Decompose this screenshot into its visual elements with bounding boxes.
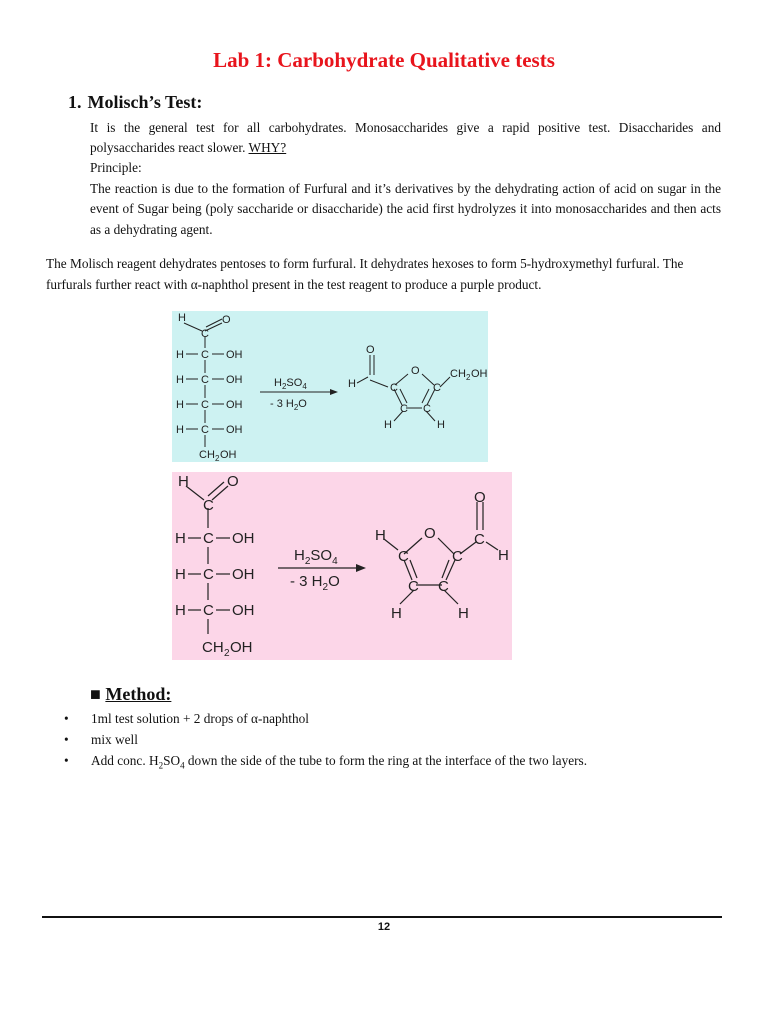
page-title: Lab 1: Carbohydrate Qualitative tests [213, 48, 555, 72]
svg-text:OH: OH [226, 399, 243, 411]
svg-text:H: H [176, 424, 184, 436]
svg-text:OH: OH [232, 530, 255, 547]
svg-text:H: H [384, 419, 392, 431]
svg-text:H: H [391, 605, 402, 622]
page-number: 12 [377, 921, 391, 933]
pentose-reagent-label: $H_2SO_4$ [294, 547, 338, 567]
intro-paragraph [90, 118, 721, 159]
hexose-reagent-label: $H_2SO_4$ [274, 377, 307, 391]
hexose-water-label: - 3 $H_2O$ [270, 398, 307, 412]
svg-text:C: C [390, 382, 398, 394]
svg-text:H: H [458, 605, 469, 622]
svg-text:H: H [175, 530, 186, 547]
hexose-reaction-diagram [172, 311, 488, 462]
svg-text:O: O [424, 525, 436, 542]
svg-text:H: H [178, 473, 189, 490]
svg-text:O: O [227, 473, 239, 490]
svg-text:OH: OH [471, 368, 488, 380]
svg-text:2: 2 [224, 648, 230, 659]
section-heading [68, 92, 202, 113]
svg-text:H: H [175, 566, 186, 583]
svg-text:C: C [203, 602, 214, 619]
pentose-reaction-diagram [172, 472, 512, 660]
intro-text: It is the general test for all carbohydrates. Monosaccharides give a rapid positive test. Disaccharides and polysaccharides react slower. [90, 120, 721, 156]
why-link: WHY? [248, 140, 287, 156]
svg-text:H: H [348, 378, 356, 390]
svg-text:C: C [438, 578, 449, 595]
bullet-icon: • [64, 753, 69, 768]
svg-text:C: C [203, 566, 214, 583]
bullet-icon: • [64, 711, 69, 726]
svg-text:C: C [452, 548, 463, 565]
svg-text:CH: CH [202, 639, 224, 656]
svg-text:O: O [366, 344, 375, 356]
svg-text:OH: OH [226, 374, 243, 386]
svg-text:C: C [203, 530, 214, 547]
svg-text:C: C [474, 531, 485, 548]
section-title: Molisch’s Test: [87, 92, 203, 112]
svg-text:C: C [433, 382, 441, 394]
square-bullet-icon: ■ [90, 684, 101, 704]
svg-text:H: H [176, 399, 184, 411]
method-label: Method: [105, 684, 172, 704]
svg-text:OH: OH [230, 639, 253, 656]
step-text: 1ml test solution + 2 drops of α-naphthol [91, 711, 309, 726]
svg-text:2: 2 [215, 454, 220, 462]
svg-text:H: H [375, 527, 386, 544]
svg-text:C: C [201, 328, 209, 340]
svg-text:C: C [201, 349, 209, 361]
svg-text:C: C [201, 374, 209, 386]
svg-text:CH: CH [199, 449, 215, 461]
svg-text:OH: OH [226, 349, 243, 361]
svg-text:C: C [398, 548, 409, 565]
svg-text:H: H [437, 419, 445, 431]
svg-text:H: H [498, 547, 509, 564]
molisch-paragraph: The Molisch reagent dehydrates pentoses to form furfural. It dehydrates hexoses to form 5-hydroxymethyl furfural. The furfurals further react with α-naphthol present in the test reagent to produce a purple product. [46, 256, 684, 292]
principle-label: Principle: [90, 160, 142, 175]
svg-text:C: C [201, 399, 209, 411]
svg-text:CH: CH [450, 368, 466, 380]
svg-text:OH: OH [232, 602, 255, 619]
svg-text:OH: OH [232, 566, 255, 583]
svg-text:O: O [411, 365, 420, 377]
svg-text:O: O [222, 314, 231, 326]
svg-text:H: H [176, 374, 184, 386]
step-text: mix well [91, 732, 138, 747]
svg-text:H: H [175, 602, 186, 619]
principle-paragraph: The reaction is due to the formation of Furfural and it’s derivatives by the dehydrating action of acid on sugar in the event of Sugar being (poly saccharide or disaccharide) the acid first hydrolyzes it into monosaccharides and then acts as a dehydrating agent. [90, 181, 721, 237]
svg-text:H: H [178, 312, 186, 324]
svg-text:O: O [474, 489, 486, 506]
pentose-water-label: - 3 $H_2O$ [290, 573, 340, 593]
footer-divider [42, 916, 722, 918]
svg-text:H: H [176, 349, 184, 361]
svg-text:OH: OH [220, 449, 237, 461]
svg-text:C: C [400, 403, 408, 415]
svg-text:C: C [408, 578, 419, 595]
svg-text:2: 2 [466, 373, 471, 382]
method-heading [90, 684, 171, 705]
svg-text:C: C [423, 403, 431, 415]
bullet-icon: • [64, 732, 69, 747]
step-text-h2so4: Add conc. $H_2SO_4$ down the side of the tube to form the ring at the interface of the two layers. [91, 753, 588, 771]
section-number: 1. [68, 92, 82, 112]
svg-text:C: C [201, 424, 209, 436]
svg-text:OH: OH [226, 424, 243, 436]
svg-text:C: C [203, 497, 214, 514]
